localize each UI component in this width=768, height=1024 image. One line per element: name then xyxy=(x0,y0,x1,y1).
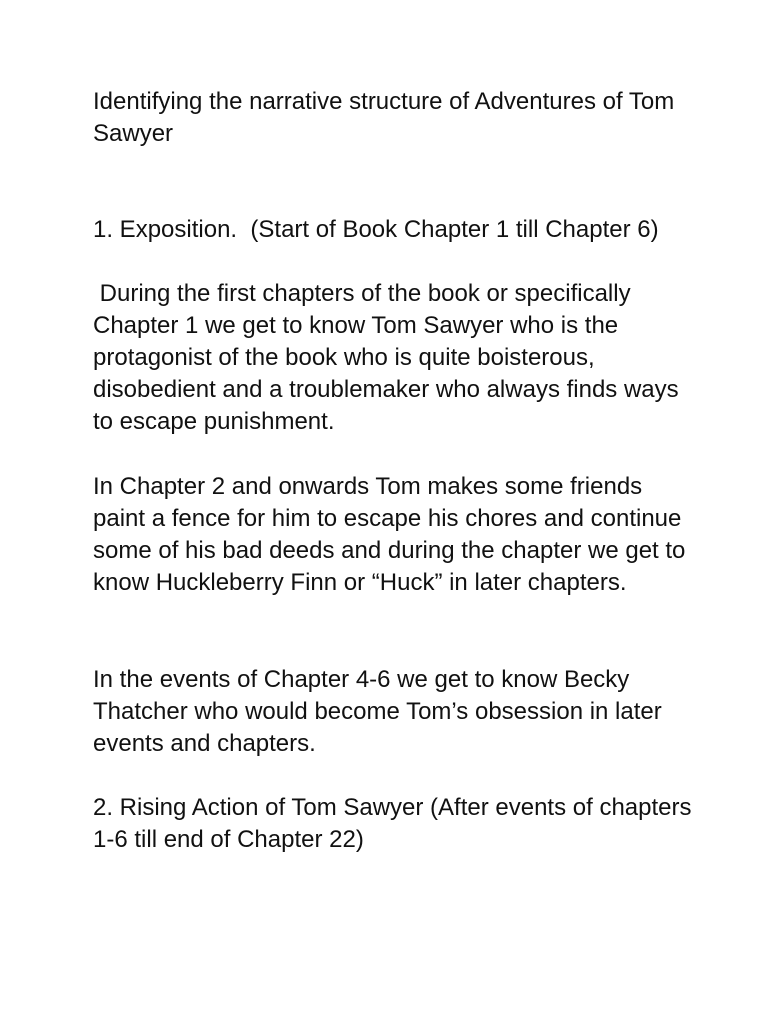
section-heading-rising-action: 2. Rising Action of Tom Sawyer (After events of chapters 1-6 till end of Chapter 22) xyxy=(93,794,699,853)
document-title: Identifying the narrative structure of Adventures of Tom Sawyer xyxy=(93,88,681,147)
section-heading-exposition: 1. Exposition. (Start of Book Chapter 1 till Chapter 6) xyxy=(93,216,659,243)
exposition-paragraph-2: In Chapter 2 and onwards Tom makes some friends paint a fence for him to escape his chores and continue some of his bad deeds and during the chapter we get to know Huckleberry Finn or “Huck” in later chapters. xyxy=(93,473,693,596)
exposition-paragraph-1: During the first chapters of the book or specifically Chapter 1 we get to know Tom Sawyer who is the protagonist of the book who is quite boisterous, disobedient and a troublemaker who always finds ways to escape punishment. xyxy=(93,280,686,435)
exposition-paragraph-3: In the events of Chapter 4-6 we get to know Becky Thatcher who would become Tom’s obsession in later events and chapters. xyxy=(93,666,669,757)
